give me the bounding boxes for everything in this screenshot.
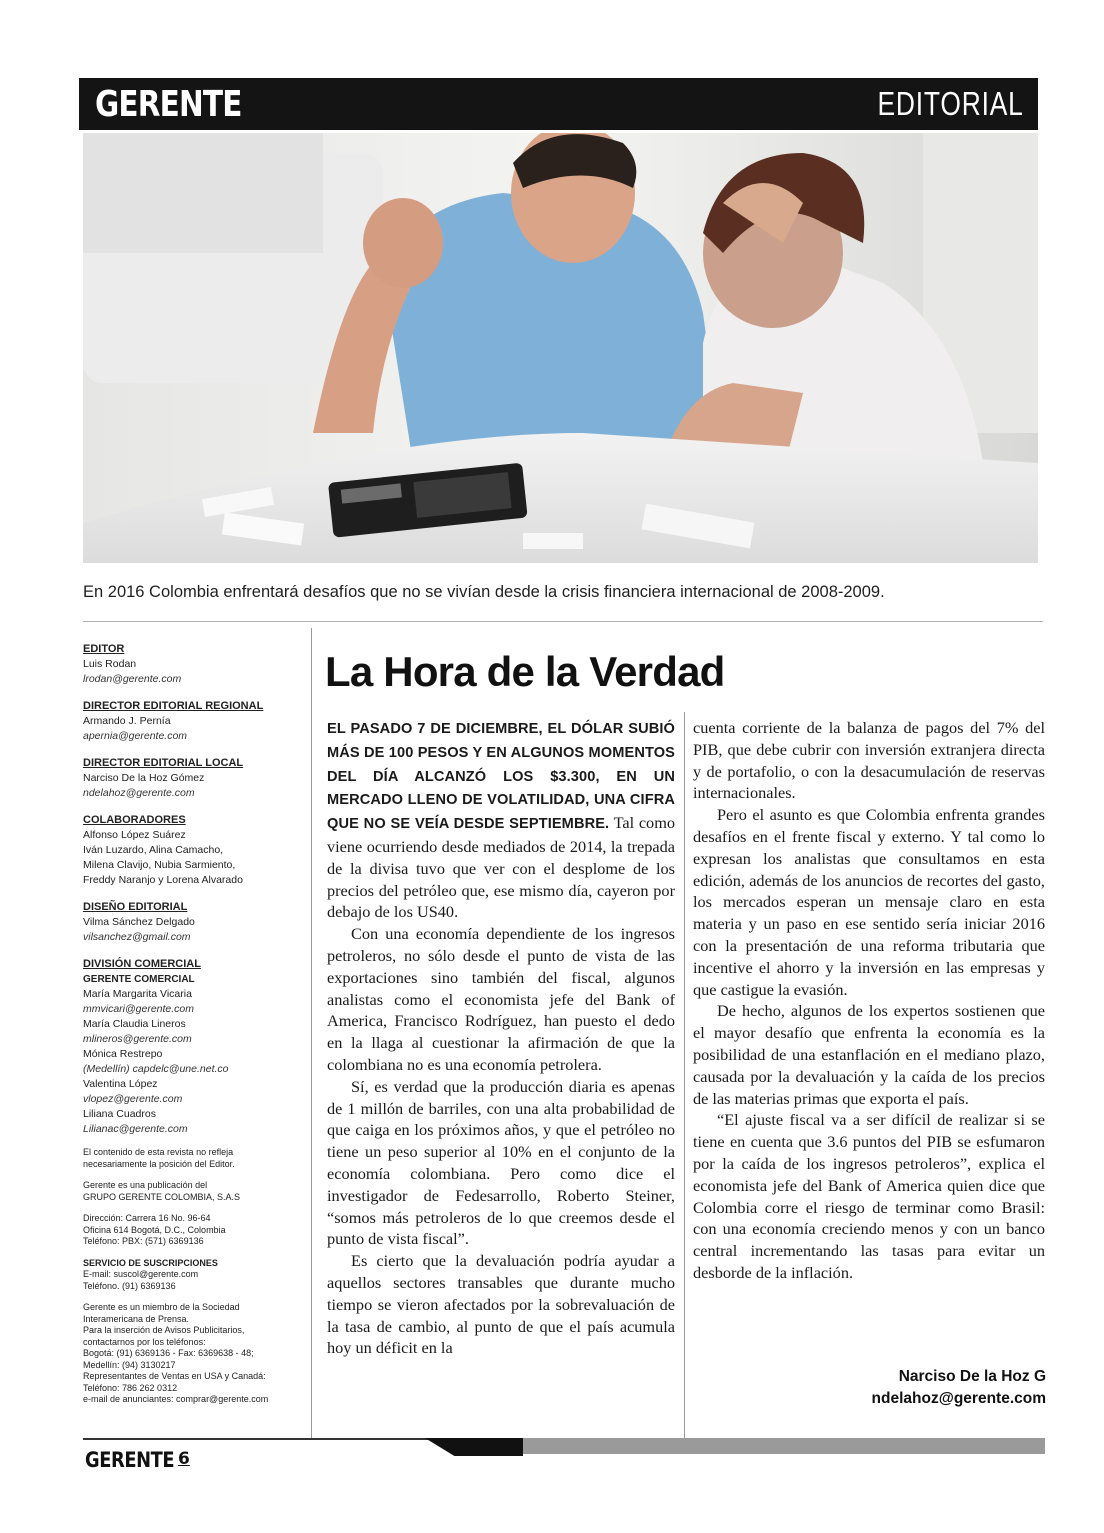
caption-divider (83, 621, 1043, 622)
commercial-email: Lilianac@gerente.com (83, 1123, 188, 1135)
collaborator-line: Milena Clavijo, Nubia Sarmiento, (83, 859, 236, 871)
subscriptions-note (83, 1258, 303, 1293)
regional-email: apernia@gerente.com (83, 730, 188, 742)
article-lead: EL PASADO 7 DE DICIEMBRE, EL DÓLAR SUBIÓ MÁS DE 100 PESOS Y EN ALGUNOS MOMENTOS DEL DÍA ALCANZÓ LOS $3.300, EN UN MERCADO LLENO DE VOLATILIDAD, UNA CIFRA QUE NO SE VEÍA DESDE SEPTIEMBRE. (327, 721, 675, 833)
staff-masthead (83, 642, 303, 1406)
article-column-2 (693, 717, 1045, 1284)
local-name: Narciso De la Hoz Gómez (83, 772, 205, 784)
column-divider-middle (684, 712, 685, 1438)
page-number: 6 (178, 1449, 190, 1469)
note-line: E-mail: suscol@gerente.com (83, 1269, 199, 1279)
article-paragraph: “El ajuste fiscal va a ser difícil de realizar si se tiene en cuenta que 3.6 puntos del PIB se esfumaron por la caída de los ingresos petroleros”, explica el economista jefe del Bank of America quien dice que Colombia corre el riesgo de terminar como Brasil: con una economía creciendo menos y con un banco central incrementando las tasas para evitar un desborde de la inflación. (693, 1110, 1045, 1282)
note-line: Gerente es un miembro de la Sociedad (83, 1302, 240, 1312)
section-label: EDITORIAL (877, 85, 1024, 122)
disclaimer-note (83, 1147, 303, 1170)
address-note (83, 1213, 303, 1248)
author-email: ndelahoz@gerente.com (871, 1390, 1046, 1407)
design-name: Vilma Sánchez Delgado (83, 916, 195, 928)
header-bar (79, 78, 1038, 130)
commercial-email: mlineros@gerente.com (83, 1033, 192, 1045)
note-line: GRUPO GERENTE COLOMBIA, S.A.S (83, 1191, 241, 1202)
note-line: Medellín: (94) 3130217 (83, 1359, 176, 1370)
article-paragraph: Es cierto que la devaluación podría ayudar a aquellos sectores transables que durante mucho tiempo se vieron afectados por la sobrevaluación de la tasa de cambio, al punto de que el país acumula hoy un déficit en la (327, 1251, 675, 1358)
commercial-role: DIVISIÓN COMERCIAL (83, 958, 201, 970)
article-paragraph: De hecho, algunos de los expertos sostienen que el mayor desafío que enfrenta la economía es la posibilidad de una estanflación en el mediano plazo, causada por la devaluación y la caída de los precios de las materias primas que exporta el país. (693, 1001, 1045, 1108)
note-line: Teléfono: 786 262 0312 (83, 1382, 178, 1393)
commercial-person: Valentina López (83, 1078, 158, 1090)
commercial-email: (Medellín) capdelc@une.net.co (83, 1063, 229, 1075)
article-paragraph: Sí, es verdad que la producción diaria es apenas de 1 millón de barriles, con una alta probabilidad de que caiga en los próximos años, y que el petróleo no tiene un peso superior al 10% en el conjunto de la economía colombiana. Pero como dice el investigador de Fedesarrollo, Roberto Steiner, “somos más petroleros de lo que creemos desde el punto de vista fiscal”. (327, 1076, 675, 1249)
commercial-person: María Claudia Lineros (83, 1018, 186, 1030)
editor-email: lrodan@gerente.com (83, 673, 182, 685)
article-photo (83, 133, 1038, 563)
note-line: Teléfono: PBX: (571) 6369136 (83, 1236, 204, 1246)
commercial-person: María Margarita Vicaria (83, 988, 192, 1000)
regional-name: Armando J. Pernía (83, 715, 171, 727)
article-paragraph: cuenta corriente de la balanza de pagos del 7% del PIB, que debe cubrir con inversión extranjera directa y de portafolio, o con la desacumulación de reservas internacionales. (693, 718, 1045, 803)
footer-gray-bar (523, 1438, 1045, 1454)
couple-with-calculator-photo (83, 133, 1038, 563)
note-line: e-mail de anunciantes: comprar@gerente.com (83, 1394, 269, 1404)
collaborator-line: Alfonso López Suárez (83, 829, 186, 841)
design-email: vilsanchez@gmail.com (83, 931, 191, 943)
note-line: Representantes de Ventas en USA y Canadá: (83, 1371, 266, 1381)
photo-caption: En 2016 Colombia enfrentará desafíos que no se vivían desde la crisis financiera internacional de 2008-2009. (83, 583, 885, 601)
commercial-person: Liliana Cuadros (83, 1108, 156, 1120)
note-line: necesariamente la posición del Editor. (83, 1158, 235, 1169)
article-text: Tal como viene ocurriendo desde mediados de 2014, la trepada de la divisa tuvo que ver con el desplome de los precios del petróleo que, ese mismo día, cayeron por debajo de los US40. (327, 813, 676, 922)
design-role: DISEÑO EDITORIAL (83, 901, 188, 913)
author-signature (872, 1366, 1046, 1410)
note-line: contactarnos por los teléfonos: (83, 1336, 206, 1347)
regional-role: DIRECTOR EDITORIAL REGIONAL (83, 700, 264, 712)
commercial-person: Mónica Restrepo (83, 1048, 163, 1060)
collaborator-line: Iván Luzardo, Alina Camacho, (83, 844, 224, 856)
note-line: Teléfono. (91) 6369136 (83, 1280, 176, 1291)
note-line: Gerente es una publicación del (83, 1180, 208, 1190)
note-line: El contenido de esta revista no refleja (83, 1147, 234, 1157)
note-line: Oficina 614 Bogotá, D.C., Colombia (83, 1224, 226, 1235)
article-paragraph (327, 717, 675, 923)
note-line: Interamericana de Prensa. (83, 1313, 190, 1324)
article-column-1 (327, 717, 675, 1359)
subscriptions-title: SERVICIO DE SUSCRIPCIONES (83, 1257, 218, 1268)
footer-wedge (425, 1438, 523, 1456)
editor-name: Luis Rodan (83, 658, 137, 670)
article-paragraph: Con una economía dependiente de los ingresos petroleros, no sólo desde el punto de vista de las exportaciones sino también del fiscal, algunos analistas como el economista jefe del Bank of America, Francisco Rodríguez, han puesto el dedo en la llaga al cuestionar la afirmación de que la colombiana no es una economía petrolera. (327, 924, 675, 1074)
local-role: DIRECTOR EDITORIAL LOCAL (83, 757, 244, 769)
column-divider-left (311, 628, 312, 1438)
article-headline: La Hora de la Verdad (325, 648, 725, 695)
editor-role: EDITOR (83, 643, 125, 655)
collaborators-role: COLABORADORES (83, 814, 186, 826)
footer-logo: GERENTE (85, 1448, 175, 1472)
commercial-sub: GERENTE COMERCIAL (83, 974, 195, 985)
author-name: Narciso De la Hoz G (898, 1368, 1046, 1385)
note-line: Dirección: Carrera 16 No. 96-64 (83, 1213, 211, 1223)
note-line: Bogotá: (91) 6369136 - Fax: 6369638 - 48; (83, 1348, 254, 1358)
collaborator-line: Freddy Naranjo y Lorena Alvarado (83, 874, 243, 886)
article-paragraph: Pero el asunto es que Colombia enfrenta grandes desafíos en el frente fiscal y externo. Y tal como lo expresan los analistas que consultamos en esta edición, además de los anuncios de recortes del gasto, los mercados esperan un mensaje claro en esta materia y un paso en ese sentido sería iniciar 2016 con la presentación de una reforma tributaria que incentive el ahorro y la inversión en las empresas y que castigue la evasión. (693, 805, 1045, 999)
member-note (83, 1302, 303, 1406)
magazine-logo: GERENTE (95, 84, 242, 125)
publisher-note (83, 1180, 303, 1203)
note-line: Para la inserción de Avisos Publicitarios, (83, 1325, 245, 1335)
commercial-email: vlopez@gerente.com (83, 1093, 183, 1105)
commercial-email: mmvicari@gerente.com (83, 1003, 195, 1015)
local-email: ndelahoz@gerente.com (83, 787, 195, 799)
